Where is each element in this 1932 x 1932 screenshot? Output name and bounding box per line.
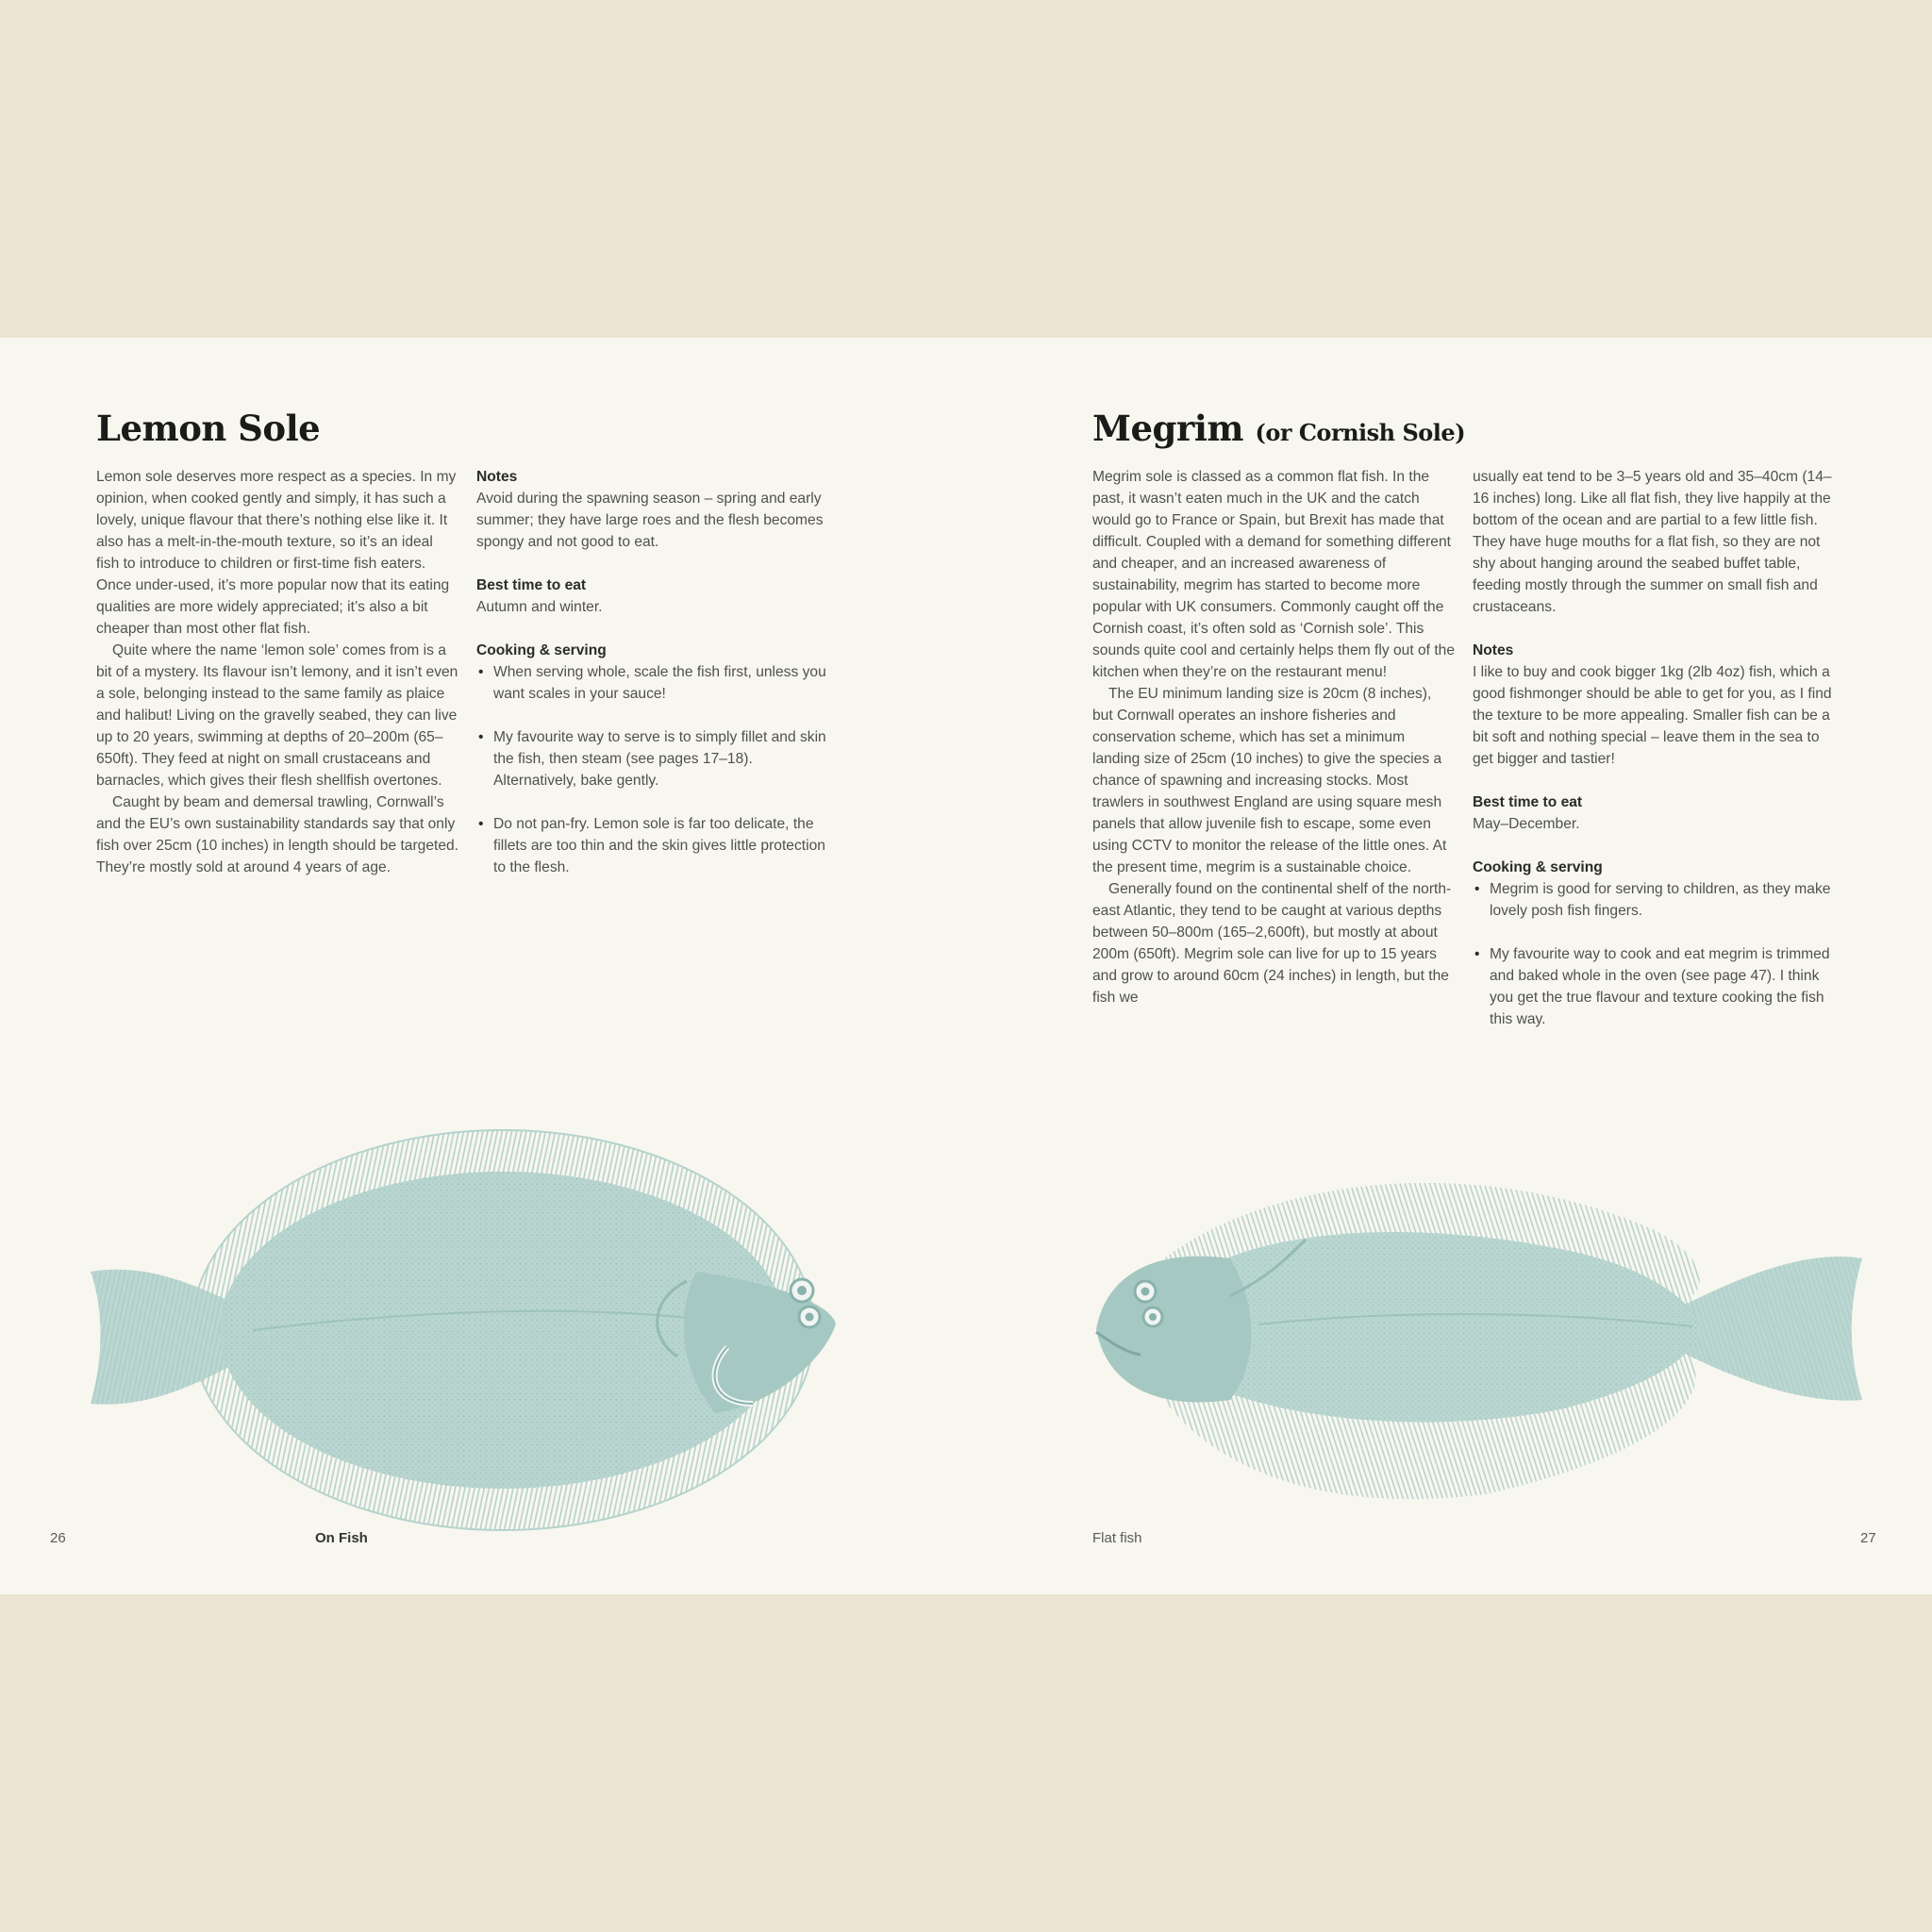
sidebar-column	[476, 466, 839, 900]
page-number: 26	[50, 1530, 66, 1546]
right-page	[966, 338, 1932, 1594]
lemon-sole-illustration	[83, 1121, 843, 1545]
body-paragraph: Generally found on the continental shelf of the north-east Atlantic, they tend to be caught at various depths between 50–800m (165–2,600ft), but mostly at about 200m (650ft). Megrim sole can live for up to 15 years and grow to around 60cm (24 inches) in length, but the fish we	[1092, 881, 1452, 1006]
body-column	[1092, 466, 1455, 1008]
cooking-section	[476, 640, 839, 878]
book-spread	[0, 338, 1932, 1594]
cooking-heading: Cooking & serving	[476, 642, 607, 658]
notes-text: I like to buy and cook bigger 1kg (2lb 4oz) fish, which a good fishmonger should be able to get for you, as I find the texture to be more appealing. Smaller fish can be a bit soft and nothing special – leave them in the sea to get bigger and tastier!	[1473, 664, 1832, 767]
best-time-heading: Best time to eat	[1473, 794, 1583, 810]
cooking-list	[1473, 878, 1835, 1030]
cooking-list	[476, 661, 839, 878]
running-head: On Fish	[315, 1530, 368, 1546]
page-title-subtitle: (or Cornish Sole)	[1255, 419, 1466, 446]
notes-text: Avoid during the spawning season – spring and early summer; they have large roes and the flesh becomes spongy and not good to eat.	[476, 491, 824, 550]
left-page	[0, 338, 966, 1594]
body-column	[96, 466, 458, 878]
best-time-text: May–December.	[1473, 816, 1580, 832]
best-time-section	[476, 575, 839, 618]
list-item: • My favourite way to cook and eat megrim is trimmed and baked whole in the oven (see page 47). I think you get the true flavour and texture cooking the fish this way.	[1473, 943, 1835, 1030]
best-time-text: Autumn and winter.	[476, 599, 603, 615]
body-paragraph: The EU minimum landing size is 20cm (8 inches), but Cornwall operates an inshore fisheries and conservation scheme, which has set a minimum landing size of 25cm (10 inches) to give the species a chance of spawning and increasing stocks. Most trawlers in southwest England are using square mesh panels that allow juvenile fish to escape, some even using CCTV to monitor the release of the little ones. At the present time, megrim is a sustainable choice.	[1092, 686, 1447, 875]
best-time-heading: Best time to eat	[476, 577, 587, 593]
sidebar-column	[1473, 466, 1835, 1052]
body-paragraph: Caught by beam and demersal trawling, Cornwall’s and the EU’s own sustainability standards say that only fish over 25cm (10 inches) in length should be targeted. They’re mostly sold at around 4 years of age.	[96, 794, 459, 875]
body-paragraph: Lemon sole deserves more respect as a species. In my opinion, when cooked gently and simply, it has such a lovely, unique flavour that there’s nothing else like it. It also has a melt-in-the-mouth texture, so it’s an ideal fish to introduce to children or first-time fish eaters. Once under-used, it’s more popular now that its eating qualities are more widely appreciated; it’s also a bit cheaper than most other flat fish.	[96, 469, 457, 637]
list-item: • Megrim is good for serving to children, as they make lovely posh fish fingers.	[1473, 878, 1835, 922]
notes-section	[476, 466, 839, 553]
list-item: • When serving whole, scale the fish first, unless you want scales in your sauce!	[476, 661, 839, 705]
body-paragraph: Quite where the name ‘lemon sole’ comes from is a bit of a mystery. Its flavour isn’t lemony, and it isn’t even a sole, belonging instead to the same family as plaice and halibut! Living on the gravelly seabed, they can live up to 20 years, swimming at depths of 20–200m (65–650ft). They feed at night on small crustaceans and barnacles, which gives their flesh shellfish overtones.	[96, 642, 458, 789]
page-title: Lemon Sole	[96, 408, 321, 449]
body-paragraph: Megrim sole is classed as a common flat fish. In the past, it wasn’t eaten much in the UK and the catch would go to France or Spain, but Brexit has made that difficult. Coupled with a demand for something different and cheaper, and an increased awareness of sustainability, megrim has started to become more popular with UK consumers. Commonly caught off the Cornish coast, it’s often sold as ‘Cornish sole’. This sounds quite cool and certainly helps them fly out of the kitchen when they’re on the restaurant menu!	[1092, 469, 1456, 680]
notes-heading: Notes	[476, 469, 518, 485]
notes-section	[1473, 640, 1835, 770]
list-item: • My favourite way to serve is to simply fillet and skin the fish, then steam (see pages 17–18). Alternatively, bake gently.	[476, 726, 839, 791]
page-title: Megrim (or Cornish Sole)	[1092, 408, 1466, 449]
cooking-section	[1473, 857, 1835, 1030]
list-item: • Do not pan-fry. Lemon sole is far too delicate, the fillets are too thin and the skin gives little protection to the flesh.	[476, 813, 839, 878]
best-time-section	[1473, 791, 1835, 835]
body-continued: usually eat tend to be 3–5 years old and 35–40cm (14–16 inches) long. Like all flat fish, they live happily at the bottom of the ocean and are partial to a few little fish. They have huge mouths for a flat fish, so they are not shy about hanging around the seabed buffet table, feeding mostly through the summer on small fish and crustaceans.	[1473, 469, 1832, 615]
megrim-illustration	[1089, 1117, 1872, 1551]
page-number: 27	[1860, 1530, 1876, 1546]
cooking-heading: Cooking & serving	[1473, 859, 1603, 875]
notes-heading: Notes	[1473, 642, 1514, 658]
running-head: Flat fish	[1092, 1530, 1142, 1546]
